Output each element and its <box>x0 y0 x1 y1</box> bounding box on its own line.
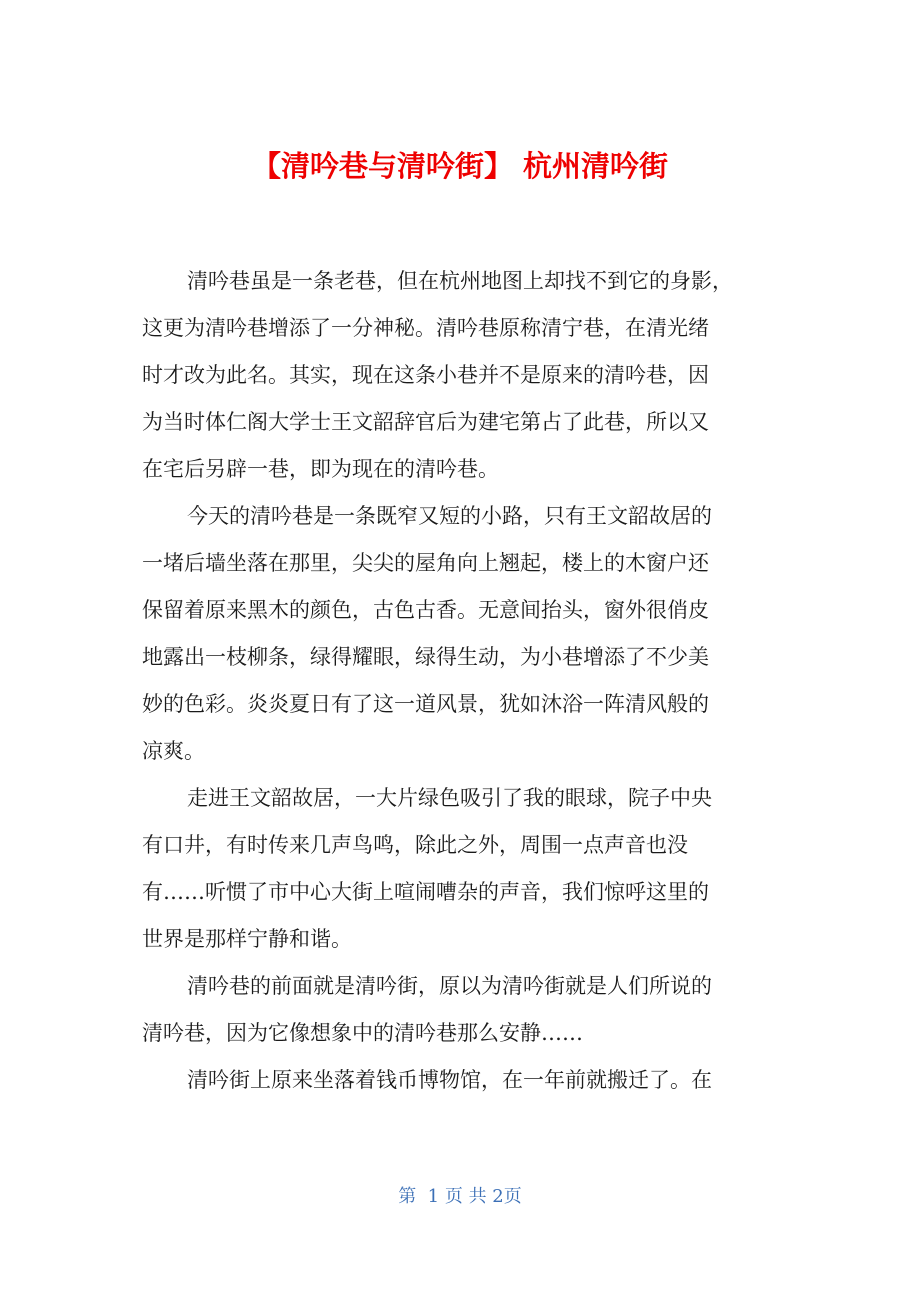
page-number-footer: 第 1 页 共 2页 <box>398 1186 522 1207</box>
text-line: 世界是那样宁静和谐。 <box>142 927 352 951</box>
text-line: 今天的清吟巷是一条既窄又短的小路，只有王文韶故居的 <box>187 504 712 528</box>
text-line: 清吟巷，因为它像想象中的清吟巷那么安静…… <box>142 1021 583 1045</box>
text-line: 为当时体仁阁大学士王文韶辞官后为建宅第占了此巷，所以又 <box>142 410 709 434</box>
document-body <box>142 258 778 1104</box>
text-line: 一堵后墙坐落在那里，尖尖的屋角向上翘起，楼上的木窗户还 <box>142 551 709 575</box>
text-line: 妙的色彩。炎炎夏日有了这一道风景，犹如沐浴一阵清风般的 <box>142 692 709 716</box>
text-line: 这更为清吟巷增添了一分神秘。清吟巷原称清宁巷，在清光绪 <box>142 316 709 340</box>
text-line: 有……听惯了市中心大街上喧闹嘈杂的声音，我们惊呼这里的 <box>142 880 709 904</box>
paragraph <box>142 493 778 775</box>
text-line: 清吟街上原来坐落着钱币博物馆，在一年前就搬迁了。在 <box>187 1068 712 1092</box>
text-line: 有口井，有时传来几声鸟鸣，除此之外，周围一点声音也没 <box>142 833 688 857</box>
text-line: 地露出一枝柳条，绿得耀眼，绿得生动，为小巷增添了不少美 <box>142 645 709 669</box>
document-title: 【清吟巷与清吟街】 杭州清吟街 <box>251 149 669 183</box>
text-line: 走进王文韶故居，一大片绿色吸引了我的眼球，院子中央 <box>187 786 712 810</box>
text-line: 时才改为此名。其实，现在这条小巷并不是原来的清吟巷，因 <box>142 363 709 387</box>
paragraph <box>142 1057 778 1104</box>
text-line: 凉爽。 <box>142 739 205 763</box>
text-line: 在宅后另辟一巷，即为现在的清吟巷。 <box>142 457 499 481</box>
text-line: 清吟巷虽是一条老巷，但在杭州地图上却找不到它的身影， <box>187 269 733 293</box>
paragraph <box>142 963 778 1057</box>
paragraph <box>142 775 778 963</box>
paragraph <box>142 258 778 493</box>
text-line: 保留着原来黑木的颜色，古色古香。无意间抬头，窗外很俏皮 <box>142 598 709 622</box>
text-line: 清吟巷的前面就是清吟街，原以为清吟街就是人们所说的 <box>187 974 712 998</box>
